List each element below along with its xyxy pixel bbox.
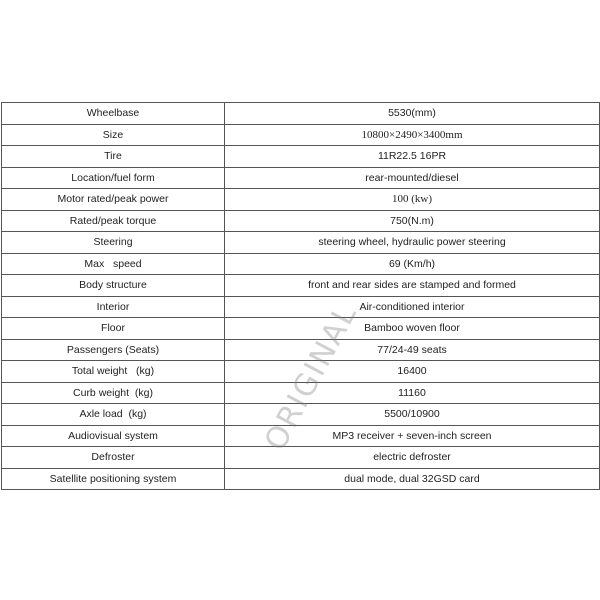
spec-label: Rated/peak torque	[2, 210, 225, 232]
table-row	[2, 103, 600, 125]
table-row	[2, 361, 600, 383]
spec-label: Wheelbase	[2, 103, 225, 125]
table-row	[2, 339, 600, 361]
table-row	[2, 404, 600, 426]
spec-value: steering wheel, hydraulic power steering	[225, 232, 600, 254]
spec-label: Size	[2, 124, 225, 146]
table-row	[2, 146, 600, 168]
spec-label: Total weight (kg)	[2, 361, 225, 383]
table-row	[2, 253, 600, 275]
spec-label: Motor rated/peak power	[2, 189, 225, 211]
spec-label: Max speed	[2, 253, 225, 275]
spec-value: front and rear sides are stamped and formed	[225, 275, 600, 297]
watermark: ORIGINAL	[258, 297, 365, 457]
spec-label: Interior	[2, 296, 225, 318]
spec-value: 77/24-49 seats	[225, 339, 600, 361]
spec-value: Air-conditioned interior	[225, 296, 600, 318]
table-row	[2, 189, 600, 211]
spec-table	[1, 102, 600, 490]
table-row	[2, 447, 600, 469]
spec-value: 750(N.m)	[225, 210, 600, 232]
table-row	[2, 167, 600, 189]
table-row	[2, 210, 600, 232]
spec-value: MP3 receiver + seven-inch screen	[225, 425, 600, 447]
table-row	[2, 232, 600, 254]
spec-label: Audiovisual system	[2, 425, 225, 447]
table-row	[2, 425, 600, 447]
spec-value: dual mode, dual 32GSD card	[225, 468, 600, 490]
table-row	[2, 382, 600, 404]
table-row	[2, 275, 600, 297]
table-row	[2, 318, 600, 340]
spec-label: Floor	[2, 318, 225, 340]
spec-label: Passengers (Seats)	[2, 339, 225, 361]
spec-value: 100 (kw)	[225, 189, 600, 211]
spec-value: 5500/10900	[225, 404, 600, 426]
spec-label: Tire	[2, 146, 225, 168]
spec-value: 16400	[225, 361, 600, 383]
spec-value: electric defroster	[225, 447, 600, 469]
spec-value: rear-mounted/diesel	[225, 167, 600, 189]
spec-value: 69 (Km/h)	[225, 253, 600, 275]
table-row	[2, 468, 600, 490]
table-row	[2, 296, 600, 318]
spec-label: Steering	[2, 232, 225, 254]
spec-value: 11R22.5 16PR	[225, 146, 600, 168]
spec-value: Bamboo woven floor	[225, 318, 600, 340]
spec-label: Satellite positioning system	[2, 468, 225, 490]
table-row	[2, 124, 600, 146]
spec-value: 10800×2490×3400mm	[225, 124, 600, 146]
spec-value: 5530(mm)	[225, 103, 600, 125]
spec-label: Body structure	[2, 275, 225, 297]
spec-label: Location/fuel form	[2, 167, 225, 189]
spec-value: 11160	[225, 382, 600, 404]
spec-label: Curb weight (kg)	[2, 382, 225, 404]
spec-label: Defroster	[2, 447, 225, 469]
spec-label: Axle load (kg)	[2, 404, 225, 426]
